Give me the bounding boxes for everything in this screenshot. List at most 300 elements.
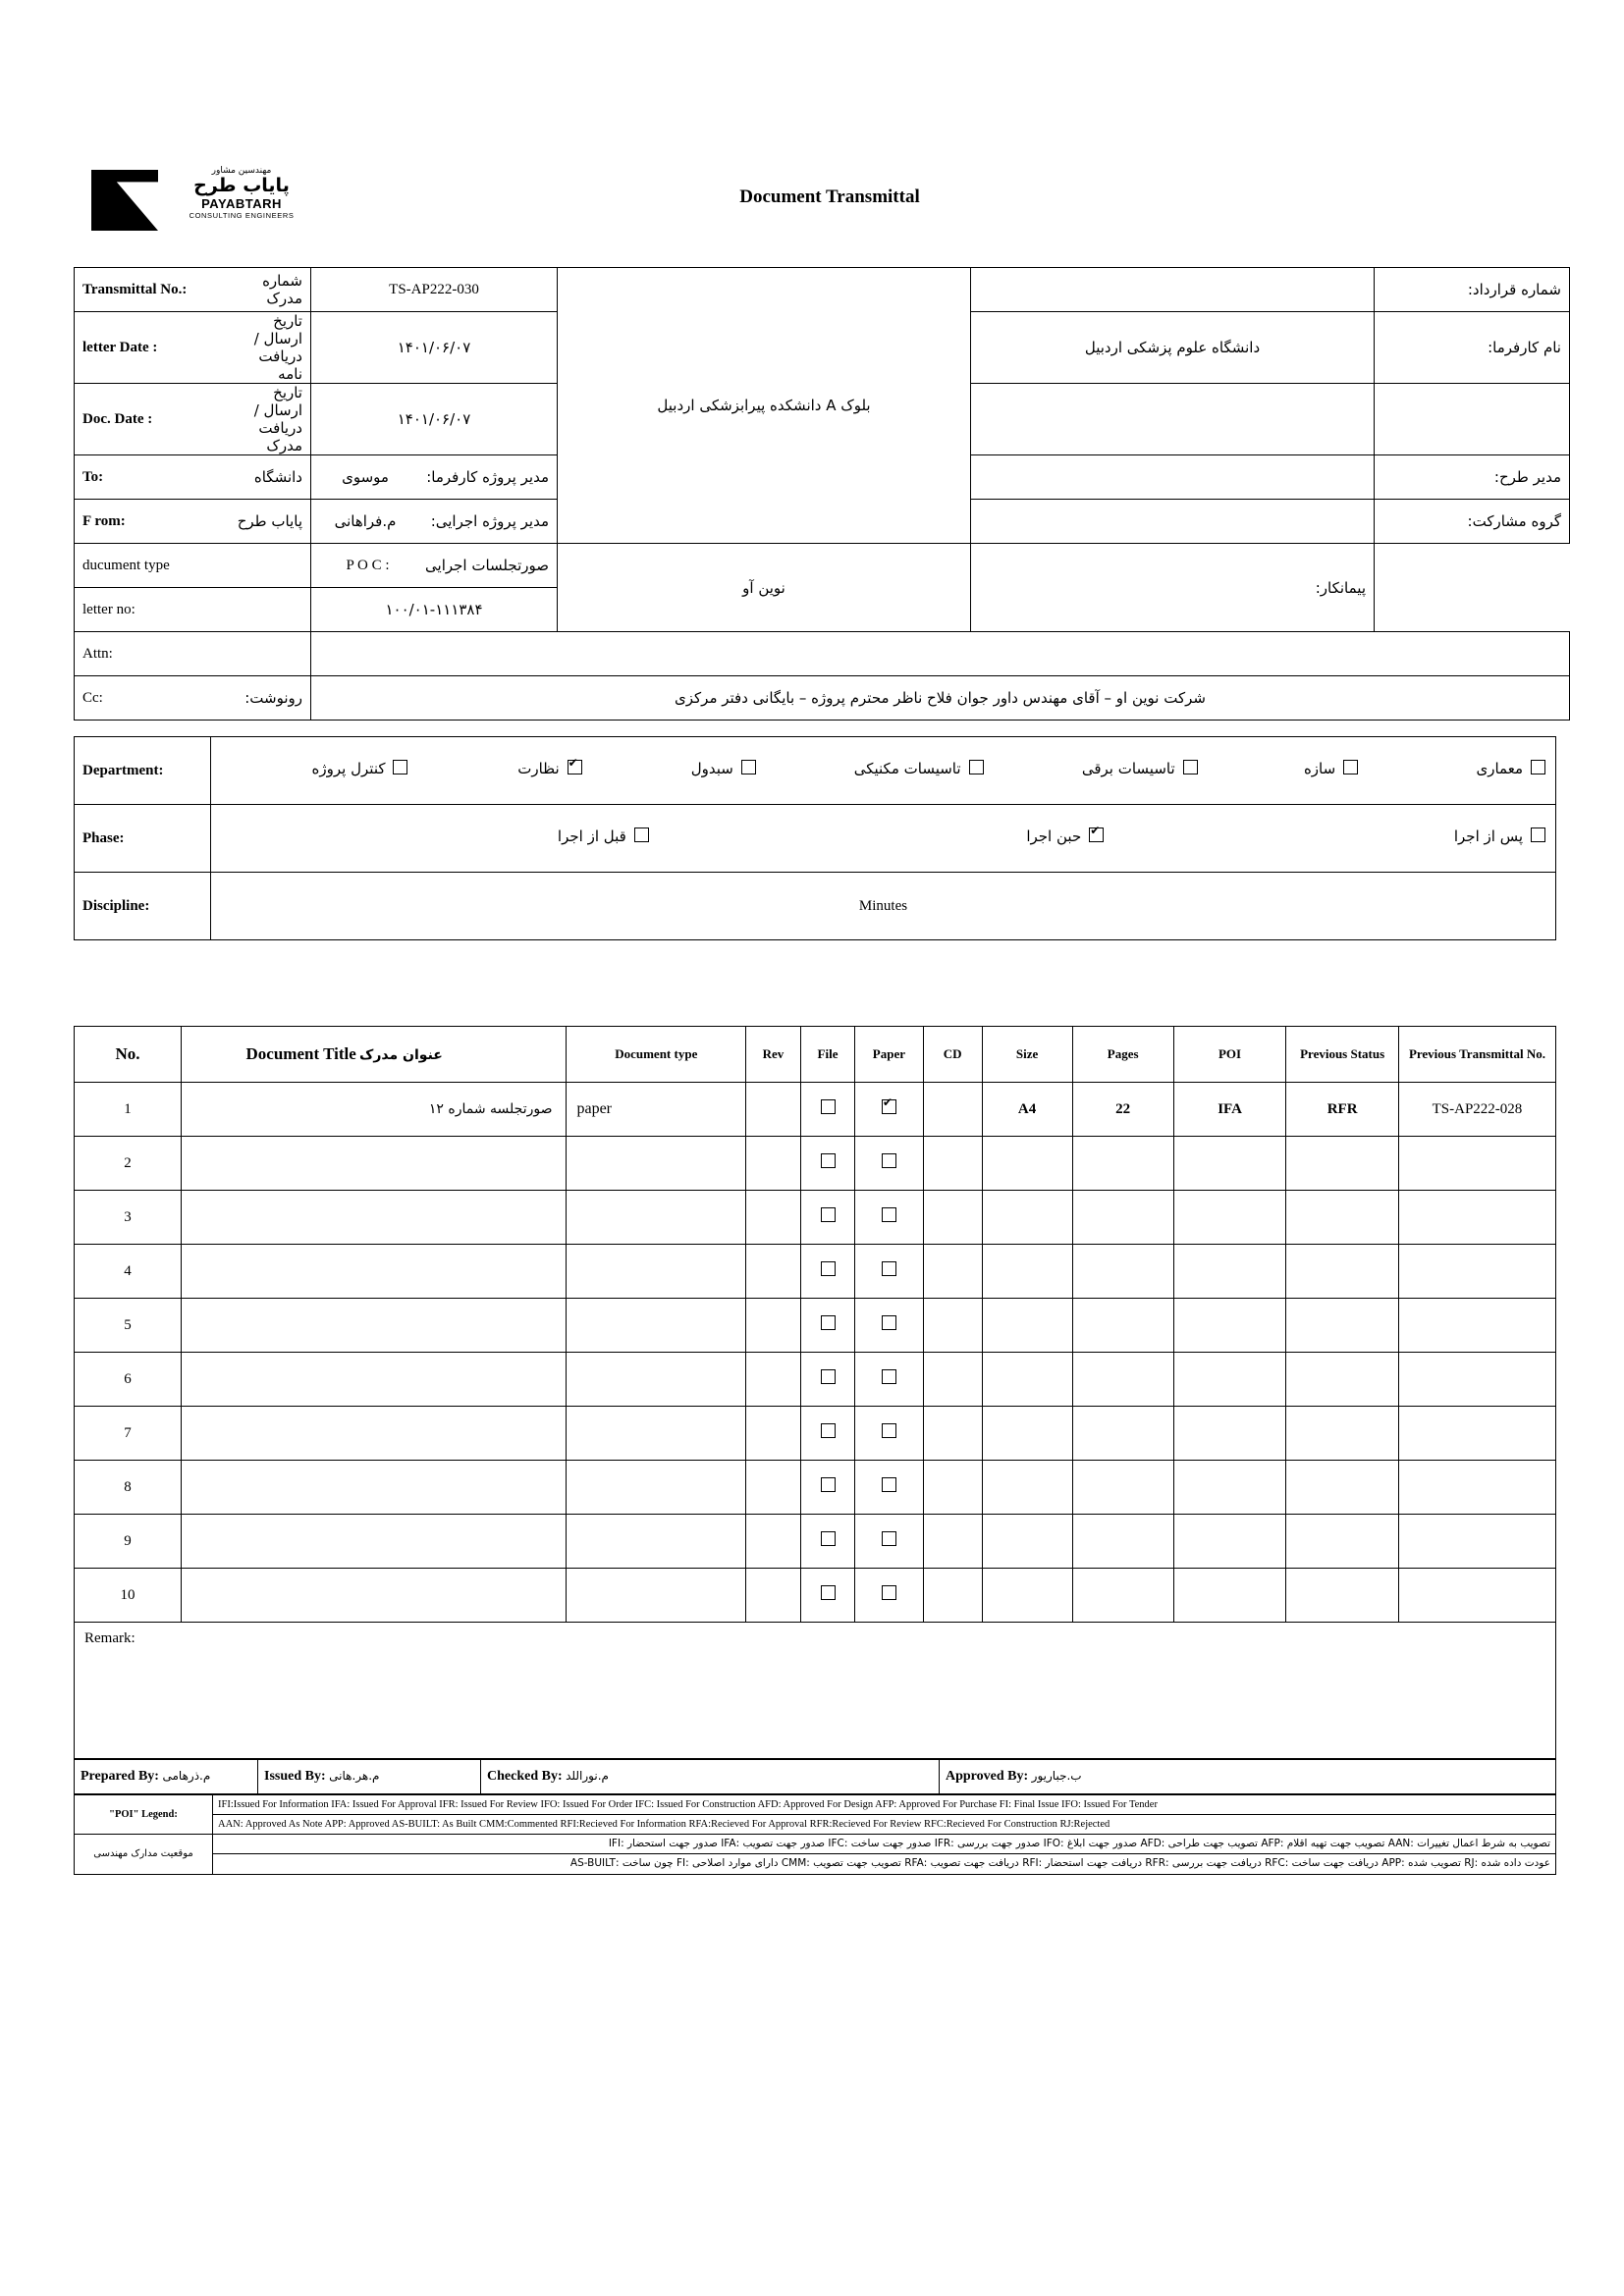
header-previous-status: Previous Status xyxy=(1286,1027,1399,1083)
cell-paper[interactable] xyxy=(855,1245,923,1299)
cell-file[interactable] xyxy=(800,1083,855,1137)
label-to-cell xyxy=(75,455,311,500)
cell-cd[interactable] xyxy=(923,1407,982,1461)
cell-previous-transmittal-no[interactable] xyxy=(1398,1461,1555,1515)
cell-previous-transmittal-no[interactable] xyxy=(1398,1515,1555,1569)
signature-checked-by-label: Checked By: xyxy=(487,1769,563,1784)
cell-pages[interactable] xyxy=(1072,1353,1173,1407)
table-row xyxy=(75,1191,1556,1245)
cell-no: 1 xyxy=(75,1083,182,1137)
label-to-fa: دانشگاه xyxy=(253,468,302,486)
checkbox-phase-after[interactable] xyxy=(1531,828,1545,842)
value-to-cell xyxy=(311,455,558,500)
table-row xyxy=(75,1245,1556,1299)
cell-no: 3 xyxy=(75,1191,182,1245)
info-row-cc xyxy=(75,676,1570,721)
cell-rev[interactable] xyxy=(746,1191,801,1245)
cell-file[interactable] xyxy=(800,1353,855,1407)
header-file: File xyxy=(800,1027,855,1083)
label-contractor: پیمانکار: xyxy=(971,544,1375,632)
cell-cd[interactable] xyxy=(923,1353,982,1407)
checkbox-sebdool[interactable] xyxy=(741,760,756,774)
dept-option-control-projeh[interactable] xyxy=(225,760,412,777)
cell-rev[interactable] xyxy=(746,1353,801,1407)
logo-line-2: پایاب طرح xyxy=(193,175,290,197)
label-letter-date-fa: تاریخ ارسال /دریافت نامه xyxy=(253,312,302,383)
header-size: Size xyxy=(982,1027,1072,1083)
cell-rev[interactable] xyxy=(746,1137,801,1191)
documents-block xyxy=(74,1026,1556,1875)
cell-pages[interactable] xyxy=(1072,1191,1173,1245)
document-header xyxy=(74,162,1556,240)
remark-cell[interactable] xyxy=(75,1623,1556,1759)
value-from-cell xyxy=(311,500,558,544)
cell-rev[interactable] xyxy=(746,1515,801,1569)
phase-option-before[interactable] xyxy=(251,828,653,845)
dept-option-memari-label: معماری xyxy=(1476,760,1523,777)
phase-option-after-label: پس از اجرا xyxy=(1453,828,1523,845)
cell-file[interactable] xyxy=(800,1461,855,1515)
signature-issued-by[interactable] xyxy=(258,1760,481,1794)
value-doc-date[interactable]: ۱۴۰۱/۰۶/۰۷ xyxy=(311,384,558,455)
cell-poi[interactable] xyxy=(1173,1299,1286,1353)
cell-cd[interactable] xyxy=(923,1245,982,1299)
value-employer-name[interactable]: دانشگاه علوم پزشکی اردبیل xyxy=(971,312,1375,384)
phase-option-during[interactable] xyxy=(653,828,1108,845)
checkbox-paper[interactable] xyxy=(882,1315,896,1330)
cell-pages[interactable] xyxy=(1072,1137,1173,1191)
signature-table xyxy=(74,1759,1556,1794)
cell-rev[interactable] xyxy=(746,1083,801,1137)
cell-rev[interactable] xyxy=(746,1407,801,1461)
cell-paper[interactable] xyxy=(855,1407,923,1461)
table-row xyxy=(75,1407,1556,1461)
legend-row-1 xyxy=(75,1795,1556,1815)
table-row xyxy=(75,1353,1556,1407)
cell-size[interactable] xyxy=(982,1245,1072,1299)
remark-row xyxy=(75,1623,1556,1759)
cell-title[interactable] xyxy=(181,1299,567,1353)
cell-paper[interactable] xyxy=(855,1353,923,1407)
cell-pages[interactable] xyxy=(1072,1245,1173,1299)
cell-title[interactable]: صورتجلسه شماره ۱۲ xyxy=(181,1083,567,1137)
cell-rev[interactable] xyxy=(746,1461,801,1515)
cell-file[interactable] xyxy=(800,1407,855,1461)
documents-table xyxy=(74,1026,1556,1759)
cell-previous-transmittal-no[interactable] xyxy=(1398,1137,1555,1191)
cell-size[interactable] xyxy=(982,1299,1072,1353)
label-cc-cell xyxy=(75,676,311,721)
cell-previous-transmittal-no[interactable] xyxy=(1398,1299,1555,1353)
signature-prepared-by[interactable] xyxy=(75,1760,258,1794)
cell-title[interactable] xyxy=(181,1353,567,1407)
label-discipline: Discipline: xyxy=(75,873,211,940)
dept-option-sebdool-label: سبدول xyxy=(690,760,733,777)
cell-doc-type[interactable] xyxy=(567,1299,746,1353)
signature-approved-by-label: Approved By: xyxy=(946,1769,1029,1784)
cell-paper[interactable] xyxy=(855,1461,923,1515)
label-transmittal-no-cell xyxy=(75,268,311,312)
checkbox-file[interactable] xyxy=(821,1477,836,1492)
cell-cd[interactable] xyxy=(923,1137,982,1191)
value-cc[interactable]: شرکت نوین او – آقای مهندس داور جوان فلاح ناظر محترم پروژه – بایگانی دفتر مرکزی xyxy=(311,676,1570,721)
cell-file[interactable] xyxy=(800,1137,855,1191)
checkbox-paper[interactable] xyxy=(882,1423,896,1438)
dept-option-nezarat[interactable] xyxy=(411,760,585,777)
checkbox-file[interactable] xyxy=(821,1153,836,1168)
cell-previous-status[interactable] xyxy=(1286,1461,1399,1515)
value-blank-1[interactable] xyxy=(971,384,1375,455)
legend-fa-line-2: عودت داده شده :RJ تصویب شده :APP دریافت جهت ساخت :RFC دریافت جهت بررسی :RFR دریافت جهت استحضار :RFI دریافت جهت تصویب :RFA تصویب جهت تصویب :CMM دارای موارد اصلاحی :FI چون ساخت :AS-BUILT xyxy=(213,1854,1556,1874)
label-letter-date-en: letter Date : xyxy=(82,339,158,355)
value-document-type-cell xyxy=(311,544,558,588)
cell-size[interactable]: A4 xyxy=(982,1083,1072,1137)
legend-side-note: موقعیت مدارک مهندسی xyxy=(75,1835,213,1874)
cell-poi[interactable] xyxy=(1173,1353,1286,1407)
cell-previous-transmittal-no[interactable] xyxy=(1398,1407,1555,1461)
legend-line-1: IFI:Issued For Information IFA: Issued For Approval IFR: Issued For Review IFO: Issued For Order IFC: Issued For Construction AFD: Approved For Design AFP: Approved For Purchase FI: Final Issue IFO: Issued For Tender xyxy=(213,1795,1556,1815)
value-poc[interactable]: P O C : xyxy=(346,557,390,573)
checkbox-paper[interactable] xyxy=(882,1153,896,1168)
dept-option-sazeh[interactable] xyxy=(1202,760,1363,777)
label-letter-date-cell xyxy=(75,312,311,384)
value-transmittal-no[interactable]: TS-AP222-030 xyxy=(311,268,558,312)
checkbox-phase-before[interactable] xyxy=(634,828,649,842)
table-row xyxy=(75,1083,1556,1137)
label-cc-fa: رونوشت: xyxy=(244,689,302,707)
label-doc-date-fa: تاریخ ارسال /دریافت مدرک xyxy=(253,384,302,454)
cell-doc-type[interactable] xyxy=(567,1461,746,1515)
label-cc-en: Cc: xyxy=(82,689,103,706)
signature-issued-by-label: Issued By: xyxy=(264,1769,326,1784)
logo-mark-icon xyxy=(91,170,158,231)
cell-pages[interactable] xyxy=(1072,1569,1173,1623)
label-from-role: مدیر پروژه اجرایی: xyxy=(430,512,549,530)
legend-row-3 xyxy=(75,1835,1556,1854)
label-doc-date-cell xyxy=(75,384,311,455)
remark-label: Remark: xyxy=(84,1630,135,1646)
dept-option-mekaniki-label: تاسیسات مکنیکی xyxy=(853,760,961,777)
cell-doc-type[interactable] xyxy=(567,1515,746,1569)
table-row xyxy=(75,1569,1556,1623)
signature-checked-by-value[interactable]: م.نوراللد xyxy=(566,1769,609,1783)
value-partner-group[interactable] xyxy=(971,500,1375,544)
cell-pages[interactable] xyxy=(1072,1461,1173,1515)
cell-title[interactable] xyxy=(181,1137,567,1191)
checkbox-barghi[interactable] xyxy=(1183,760,1198,774)
checkbox-paper[interactable] xyxy=(882,1099,896,1114)
value-letter-date[interactable]: ۱۴۰۱/۰۶/۰۷ xyxy=(311,312,558,384)
label-transmittal-no-fa: شماره مدرک xyxy=(262,272,302,307)
cell-poi[interactable] xyxy=(1173,1461,1286,1515)
page-title: Document Transmittal xyxy=(739,187,920,207)
documents-header-row xyxy=(75,1027,1556,1083)
phase-row xyxy=(75,805,1556,873)
dept-option-sazeh-label: سازه xyxy=(1303,760,1336,777)
cell-paper[interactable] xyxy=(855,1083,923,1137)
value-contractor[interactable]: نوین آو xyxy=(558,544,971,632)
cell-paper[interactable] xyxy=(855,1299,923,1353)
checkbox-paper[interactable] xyxy=(882,1477,896,1492)
header-document-title-en: Document Title xyxy=(245,1043,356,1063)
header-document-title xyxy=(181,1027,567,1083)
cell-file[interactable] xyxy=(800,1299,855,1353)
company-logo xyxy=(81,162,317,239)
table-row xyxy=(75,1299,1556,1353)
label-to-role: مدیر پروژه کارفرما: xyxy=(426,468,549,486)
header-previous-transmittal-no: Previous Transmittal No. xyxy=(1398,1027,1555,1083)
label-plan-manager: مدیر طرح: xyxy=(1375,455,1570,500)
cell-no: 8 xyxy=(75,1461,182,1515)
signature-prepared-by-value[interactable]: م.ذرهامی xyxy=(162,1769,211,1783)
cell-poi[interactable] xyxy=(1173,1407,1286,1461)
cell-paper[interactable] xyxy=(855,1137,923,1191)
checkbox-file[interactable] xyxy=(821,1531,836,1546)
checkbox-phase-during[interactable] xyxy=(1089,828,1104,842)
department-row xyxy=(75,737,1556,805)
cell-rev[interactable] xyxy=(746,1569,801,1623)
cell-no: 2 xyxy=(75,1137,182,1191)
department-table xyxy=(74,736,1556,940)
phase-option-after[interactable] xyxy=(1108,828,1549,845)
header-document-title-fa: عنوان مدرک xyxy=(359,1046,443,1063)
cell-doc-type[interactable] xyxy=(567,1353,746,1407)
signature-checked-by[interactable] xyxy=(481,1760,940,1794)
project-name: بلوک A دانشکده پیرابزشکی اردبیل xyxy=(558,268,971,544)
cell-file[interactable] xyxy=(800,1245,855,1299)
label-document-type-cell xyxy=(75,544,311,588)
label-to-en: To: xyxy=(82,468,104,485)
checkbox-paper[interactable] xyxy=(882,1261,896,1276)
cell-file[interactable] xyxy=(800,1569,855,1623)
cell-poi[interactable] xyxy=(1173,1515,1286,1569)
dept-option-barghi-label: تاسیسات برقی xyxy=(1081,760,1175,777)
signature-approved-by[interactable] xyxy=(940,1760,1556,1794)
table-row xyxy=(75,1461,1556,1515)
cell-no: 9 xyxy=(75,1515,182,1569)
cell-title[interactable] xyxy=(181,1569,567,1623)
value-letter-no[interactable]: ۱۰۰/۰۱-۱۱۱۳۸۴ xyxy=(311,588,558,632)
dept-option-memari[interactable] xyxy=(1362,760,1549,777)
cell-paper[interactable] xyxy=(855,1569,923,1623)
dept-option-sebdool[interactable] xyxy=(586,760,760,777)
cell-doc-type[interactable] xyxy=(567,1191,746,1245)
cell-cd[interactable] xyxy=(923,1569,982,1623)
dept-option-barghi[interactable] xyxy=(988,760,1202,777)
cell-title[interactable] xyxy=(181,1461,567,1515)
label-letter-no-cell xyxy=(75,588,311,632)
cell-previous-status[interactable] xyxy=(1286,1245,1399,1299)
cell-no: 4 xyxy=(75,1245,182,1299)
cell-previous-status[interactable] xyxy=(1286,1407,1399,1461)
table-row xyxy=(75,1137,1556,1191)
label-from-fa: پایاب طرح xyxy=(237,512,302,530)
cell-no: 6 xyxy=(75,1353,182,1407)
checkbox-control-projeh[interactable] xyxy=(393,760,407,774)
header-poi: POI xyxy=(1173,1027,1286,1083)
header-rev: Rev xyxy=(746,1027,801,1083)
label-doc-date-en: Doc. Date : xyxy=(82,410,153,427)
cell-pages[interactable]: 22 xyxy=(1072,1083,1173,1137)
checkbox-paper[interactable] xyxy=(882,1369,896,1384)
logo-line-4: CONSULTING ENGINEERS xyxy=(189,211,295,221)
legend-row-4 xyxy=(75,1854,1556,1874)
cell-poi[interactable]: IFA xyxy=(1173,1083,1286,1137)
legend-line-2: AAN: Approved As Note APP: Approved AS-BUILT: As Built CMM:Commented RFI:Recieved For Information RFA:Recieved For Approval RFR:Recieved For Review RFC:Recieved For Construction RJ:Rejected xyxy=(213,1815,1556,1835)
value-contract-no[interactable] xyxy=(971,268,1375,312)
cell-doc-type[interactable] xyxy=(567,1407,746,1461)
signature-approved-by-value[interactable]: ب.جباریور xyxy=(1031,1769,1082,1783)
cell-title[interactable] xyxy=(181,1191,567,1245)
cell-doc-type[interactable] xyxy=(567,1245,746,1299)
cell-no: 10 xyxy=(75,1569,182,1623)
cell-rev[interactable] xyxy=(746,1245,801,1299)
cell-previous-transmittal-no[interactable] xyxy=(1398,1569,1555,1623)
legend-label: "POI" Legend: xyxy=(75,1795,213,1835)
checkbox-paper[interactable] xyxy=(882,1585,896,1600)
label-department: Department: xyxy=(75,737,211,805)
legend-row-2 xyxy=(75,1815,1556,1835)
cell-cd[interactable] xyxy=(923,1083,982,1137)
label-phase: Phase: xyxy=(75,805,211,873)
header-document-type: Document type xyxy=(567,1027,746,1083)
cell-previous-transmittal-no[interactable] xyxy=(1398,1191,1555,1245)
cell-file[interactable] xyxy=(800,1191,855,1245)
cell-cd[interactable] xyxy=(923,1299,982,1353)
cell-title[interactable] xyxy=(181,1245,567,1299)
cell-size[interactable] xyxy=(982,1461,1072,1515)
phase-option-during-label: حبن اجرا xyxy=(1026,828,1082,845)
value-attn[interactable] xyxy=(311,632,1570,676)
cell-poi[interactable] xyxy=(1173,1137,1286,1191)
cell-previous-status[interactable]: RFR xyxy=(1286,1083,1399,1137)
cell-size[interactable] xyxy=(982,1569,1072,1623)
transmittal-info-block xyxy=(74,267,1561,721)
poi-legend-table xyxy=(74,1794,1556,1875)
cell-doc-type[interactable] xyxy=(567,1569,746,1623)
header-no: No. xyxy=(75,1027,182,1083)
cell-previous-status[interactable] xyxy=(1286,1353,1399,1407)
header-cd: CD xyxy=(923,1027,982,1083)
cell-cd[interactable] xyxy=(923,1191,982,1245)
logo-line-3: PAYABTARH xyxy=(201,196,282,212)
phase-options xyxy=(211,805,1556,873)
value-to-person[interactable]: موسوی xyxy=(342,468,389,486)
logo-line-1: مهندسین مشاور xyxy=(211,166,272,176)
cell-pages[interactable] xyxy=(1072,1299,1173,1353)
signature-prepared-by-label: Prepared By: xyxy=(81,1769,159,1784)
checkbox-mekaniki[interactable] xyxy=(969,760,984,774)
dept-option-mekaniki[interactable] xyxy=(760,760,988,777)
label-attn: Attn: xyxy=(75,632,311,676)
cell-pages[interactable] xyxy=(1072,1407,1173,1461)
label-from-en: F rom: xyxy=(82,512,126,529)
cell-size[interactable] xyxy=(982,1515,1072,1569)
department-phase-block xyxy=(74,736,1556,940)
cell-poi[interactable] xyxy=(1173,1569,1286,1623)
cell-previous-transmittal-no[interactable] xyxy=(1398,1353,1555,1407)
checkbox-sazeh[interactable] xyxy=(1343,760,1358,774)
info-row-transmittal-no xyxy=(75,268,1570,312)
label-partner-group: گروه مشارکت: xyxy=(1375,500,1570,544)
label-transmittal-no-en: Transmittal No.: xyxy=(82,281,188,297)
checkbox-memari[interactable] xyxy=(1531,760,1545,774)
cell-previous-status[interactable] xyxy=(1286,1569,1399,1623)
cell-paper[interactable] xyxy=(855,1515,923,1569)
department-options xyxy=(211,737,1556,805)
transmittal-info-table xyxy=(74,267,1570,721)
header-pages: Pages xyxy=(1072,1027,1173,1083)
checkbox-file[interactable] xyxy=(821,1207,836,1222)
cell-previous-status[interactable] xyxy=(1286,1191,1399,1245)
checkbox-paper[interactable] xyxy=(882,1531,896,1546)
label-employer-name: نام کارفرما: xyxy=(1375,312,1570,384)
checkbox-paper[interactable] xyxy=(882,1207,896,1222)
cell-previous-transmittal-no[interactable]: TS-AP222-028 xyxy=(1398,1083,1555,1137)
checkbox-file[interactable] xyxy=(821,1423,836,1438)
label-document-type-en: ducument type xyxy=(82,557,170,573)
dept-option-control-projeh-label: کنترل پروژه xyxy=(311,760,386,777)
checkbox-file[interactable] xyxy=(821,1261,836,1276)
cell-no: 5 xyxy=(75,1299,182,1353)
cell-poi[interactable] xyxy=(1173,1245,1286,1299)
info-row-attn xyxy=(75,632,1570,676)
label-blank-1 xyxy=(1375,384,1570,455)
checkbox-file[interactable] xyxy=(821,1585,836,1600)
label-from-cell xyxy=(75,500,311,544)
signature-issued-by-value[interactable]: م.هر.هانی xyxy=(329,1769,380,1783)
cell-cd[interactable] xyxy=(923,1461,982,1515)
value-from-person[interactable]: م.فراهانی xyxy=(334,512,397,530)
legend-fa-line-1: تصویب به شرط اعمال تغییرات :AAN تصویب جهت تهیه اقلام :AFP تصویب جهت طراحی :AFD صدور جهت ابلاغ :IFO صدور جهت بررسی :IFR صدور جهت ساخت :IFC صدور جهت تصویب :IFA صدور جهت استحضار :IFI xyxy=(213,1835,1556,1854)
cell-cd[interactable] xyxy=(923,1515,982,1569)
cell-poi[interactable] xyxy=(1173,1191,1286,1245)
cell-no: 7 xyxy=(75,1407,182,1461)
cell-size[interactable] xyxy=(982,1191,1072,1245)
cell-size[interactable] xyxy=(982,1353,1072,1407)
cell-size[interactable] xyxy=(982,1137,1072,1191)
cell-previous-status[interactable] xyxy=(1286,1515,1399,1569)
cell-previous-status[interactable] xyxy=(1286,1299,1399,1353)
dept-option-nezarat-label: نظارت xyxy=(517,760,560,777)
cell-paper[interactable] xyxy=(855,1191,923,1245)
signature-row xyxy=(75,1760,1556,1794)
cell-size[interactable] xyxy=(982,1407,1072,1461)
discipline-row xyxy=(75,873,1556,940)
cell-previous-status[interactable] xyxy=(1286,1137,1399,1191)
cell-pages[interactable] xyxy=(1072,1515,1173,1569)
checkbox-file[interactable] xyxy=(821,1315,836,1330)
phase-option-before-label: قبل از اجرا xyxy=(557,828,626,845)
header-paper: Paper xyxy=(855,1027,923,1083)
checkbox-file[interactable] xyxy=(821,1099,836,1114)
cell-doc-type[interactable] xyxy=(567,1137,746,1191)
value-plan-manager[interactable] xyxy=(971,455,1375,500)
value-document-type-fa[interactable]: صورتجلسات اجرایی xyxy=(425,557,549,574)
label-contract-no: شماره قرارداد: xyxy=(1375,268,1570,312)
cell-file[interactable] xyxy=(800,1515,855,1569)
cell-title[interactable] xyxy=(181,1407,567,1461)
cell-title[interactable] xyxy=(181,1515,567,1569)
table-row xyxy=(75,1515,1556,1569)
checkbox-nezarat[interactable] xyxy=(568,760,582,774)
value-discipline[interactable]: Minutes xyxy=(211,873,1556,940)
info-row-document-type xyxy=(75,544,1570,588)
cell-rev[interactable] xyxy=(746,1299,801,1353)
cell-previous-transmittal-no[interactable] xyxy=(1398,1245,1555,1299)
cell-doc-type[interactable]: paper xyxy=(567,1083,746,1137)
checkbox-file[interactable] xyxy=(821,1369,836,1384)
